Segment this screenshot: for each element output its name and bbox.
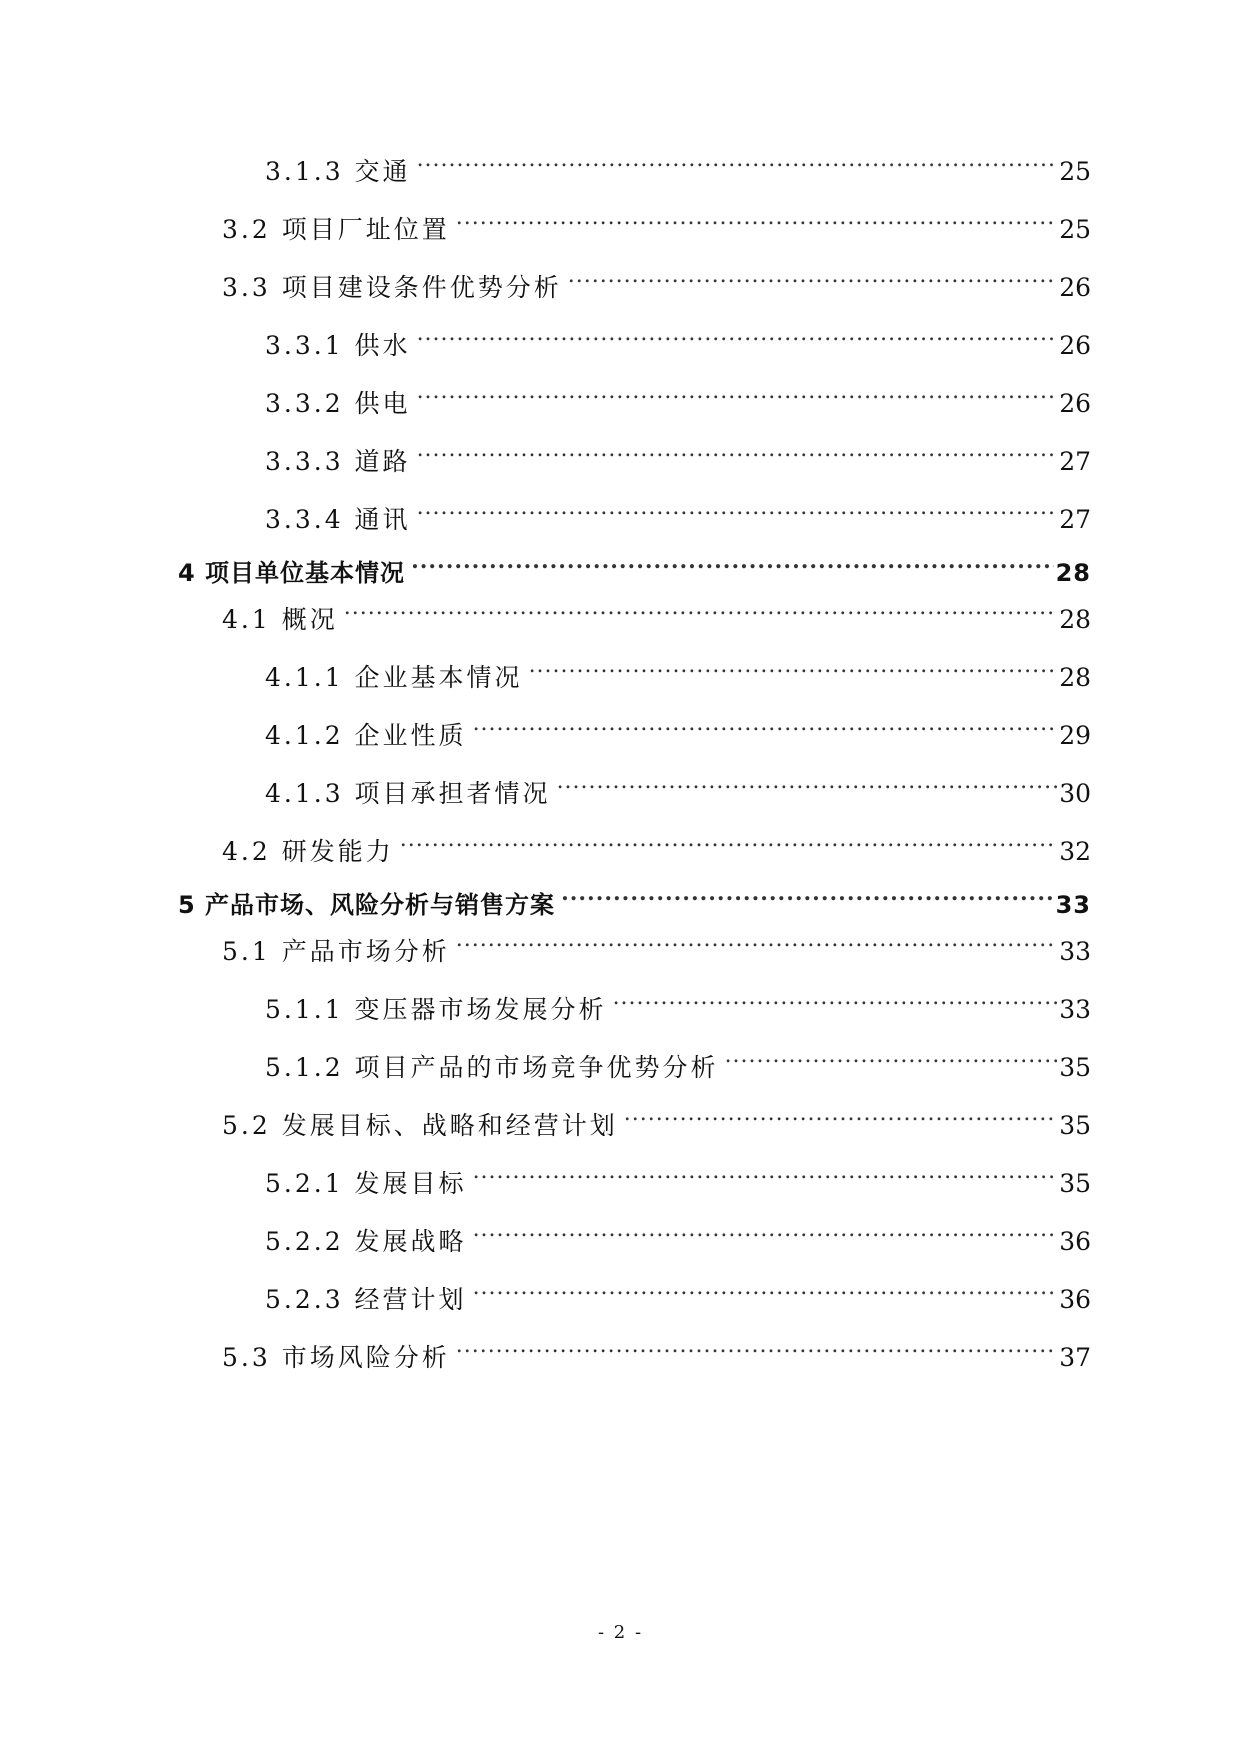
- toc-entry-label: 4.2 研发能力: [222, 837, 394, 866]
- toc-entry-label: 3.3.1 供水: [265, 331, 411, 360]
- toc-entry-page: 37: [1059, 1343, 1091, 1372]
- toc-entry-page: 30: [1059, 779, 1091, 808]
- toc-entry-page: 25: [1059, 215, 1091, 244]
- toc-entry-page: 28: [1059, 663, 1091, 692]
- toc-entry-label: 4.1.2 企业性质: [265, 721, 467, 750]
- toc-entry[interactable]: [222, 256, 1091, 302]
- dot-leader: [417, 372, 1058, 412]
- dot-leader: [456, 198, 1057, 238]
- toc-entry-page: 36: [1059, 1227, 1091, 1256]
- toc-entry-label: 5.2 发展目标、战略和经营计划: [222, 1111, 618, 1140]
- toc-entry[interactable]: [265, 762, 1091, 808]
- toc-entry-page: 27: [1059, 505, 1091, 534]
- dot-leader: [473, 1268, 1058, 1308]
- toc-entry-label: 3.3.2 供电: [265, 389, 411, 418]
- dot-leader: [473, 704, 1058, 744]
- toc-entry-label: 5.2.2 发展战略: [265, 1227, 467, 1256]
- toc-entry-page: 26: [1059, 273, 1091, 302]
- dot-leader: [725, 1036, 1058, 1076]
- toc-entry[interactable]: [265, 430, 1091, 476]
- toc-entry[interactable]: [265, 646, 1091, 692]
- toc-entry-label: 5.2.3 经营计划: [265, 1285, 467, 1314]
- toc-entry-label: 4.1.1 企业基本情况: [265, 663, 523, 692]
- toc-entry[interactable]: [222, 1094, 1091, 1140]
- toc-entry-label: 5.2.1 发展目标: [265, 1169, 467, 1198]
- toc-entry-label: 5 产品市场、风险分析与销售方案: [178, 891, 556, 919]
- toc-entry[interactable]: [265, 704, 1091, 750]
- toc-entry-label: 3.2 项目厂址位置: [222, 215, 450, 244]
- dot-leader: [417, 430, 1058, 470]
- toc-entry-page: 26: [1059, 331, 1091, 360]
- toc-entry-label: 4.1 概况: [222, 605, 338, 634]
- toc-entry-page: 36: [1059, 1285, 1091, 1314]
- toc-entry[interactable]: [265, 314, 1091, 360]
- toc-entry-page: 27: [1059, 447, 1091, 476]
- dot-leader: [411, 541, 1054, 581]
- dot-leader: [529, 646, 1058, 686]
- toc-entry-label: 3.1.3 交通: [265, 157, 411, 186]
- toc-entry[interactable]: [265, 140, 1091, 186]
- dot-leader: [417, 140, 1058, 180]
- dot-leader: [456, 920, 1057, 960]
- toc-entry[interactable]: [265, 1210, 1091, 1256]
- dot-leader: [613, 978, 1058, 1018]
- toc-entry-label: 5.1.1 变压器市场发展分析: [265, 995, 607, 1024]
- toc-entry[interactable]: [222, 198, 1091, 244]
- toc-entry-label: 5.1.2 项目产品的市场竞争优势分析: [265, 1053, 719, 1082]
- toc-entry-label: 3.3.4 通讯: [265, 505, 411, 534]
- toc-entry-label: 3.3.3 道路: [265, 447, 411, 476]
- toc-entry-page: 33: [1059, 937, 1091, 966]
- dot-leader: [624, 1094, 1057, 1134]
- toc-entry[interactable]: [265, 978, 1091, 1024]
- dot-leader: [568, 256, 1057, 296]
- toc-entry[interactable]: [265, 1152, 1091, 1198]
- toc-entry-page: 35: [1059, 1053, 1091, 1082]
- dot-leader: [417, 488, 1058, 528]
- dot-leader: [344, 588, 1057, 628]
- dot-leader: [473, 1210, 1058, 1250]
- toc-entry[interactable]: [222, 588, 1091, 634]
- toc-entry[interactable]: [265, 488, 1091, 534]
- toc-entry-page: 28: [1055, 559, 1091, 587]
- toc-entry-page: 32: [1059, 837, 1091, 866]
- dot-leader: [417, 314, 1058, 354]
- page-number: - 2 -: [597, 1622, 644, 1643]
- toc-chapter-entry[interactable]: [178, 873, 1091, 919]
- toc-entry-label: 5.3 市场风险分析: [222, 1343, 450, 1372]
- toc-entry-page: 33: [1055, 891, 1091, 919]
- toc-entry-page: 25: [1059, 157, 1091, 186]
- toc-entry[interactable]: [265, 1268, 1091, 1314]
- dot-leader: [456, 1326, 1057, 1366]
- toc-entry-page: 35: [1059, 1169, 1091, 1198]
- dot-leader: [561, 873, 1054, 913]
- toc-entry-page: 35: [1059, 1111, 1091, 1140]
- toc-entry[interactable]: [222, 820, 1091, 866]
- toc-entry-page: 28: [1059, 605, 1091, 634]
- toc-chapter-entry[interactable]: [178, 541, 1091, 587]
- toc-entry-page: 33: [1059, 995, 1091, 1024]
- toc-entry[interactable]: [222, 1326, 1091, 1372]
- toc-entry[interactable]: [265, 372, 1091, 418]
- dot-leader: [557, 762, 1058, 802]
- toc-entry-page: 26: [1059, 389, 1091, 418]
- toc-entry-label: 5.1 产品市场分析: [222, 937, 450, 966]
- toc-entry-label: 3.3 项目建设条件优势分析: [222, 273, 562, 302]
- dot-leader: [400, 820, 1057, 860]
- toc-entry[interactable]: [222, 920, 1091, 966]
- toc-entry-label: 4 项目单位基本情况: [178, 559, 406, 587]
- toc-entry[interactable]: [265, 1036, 1091, 1082]
- toc-entry-label: 4.1.3 项目承担者情况: [265, 779, 551, 808]
- toc-entry-page: 29: [1059, 721, 1091, 750]
- dot-leader: [473, 1152, 1058, 1192]
